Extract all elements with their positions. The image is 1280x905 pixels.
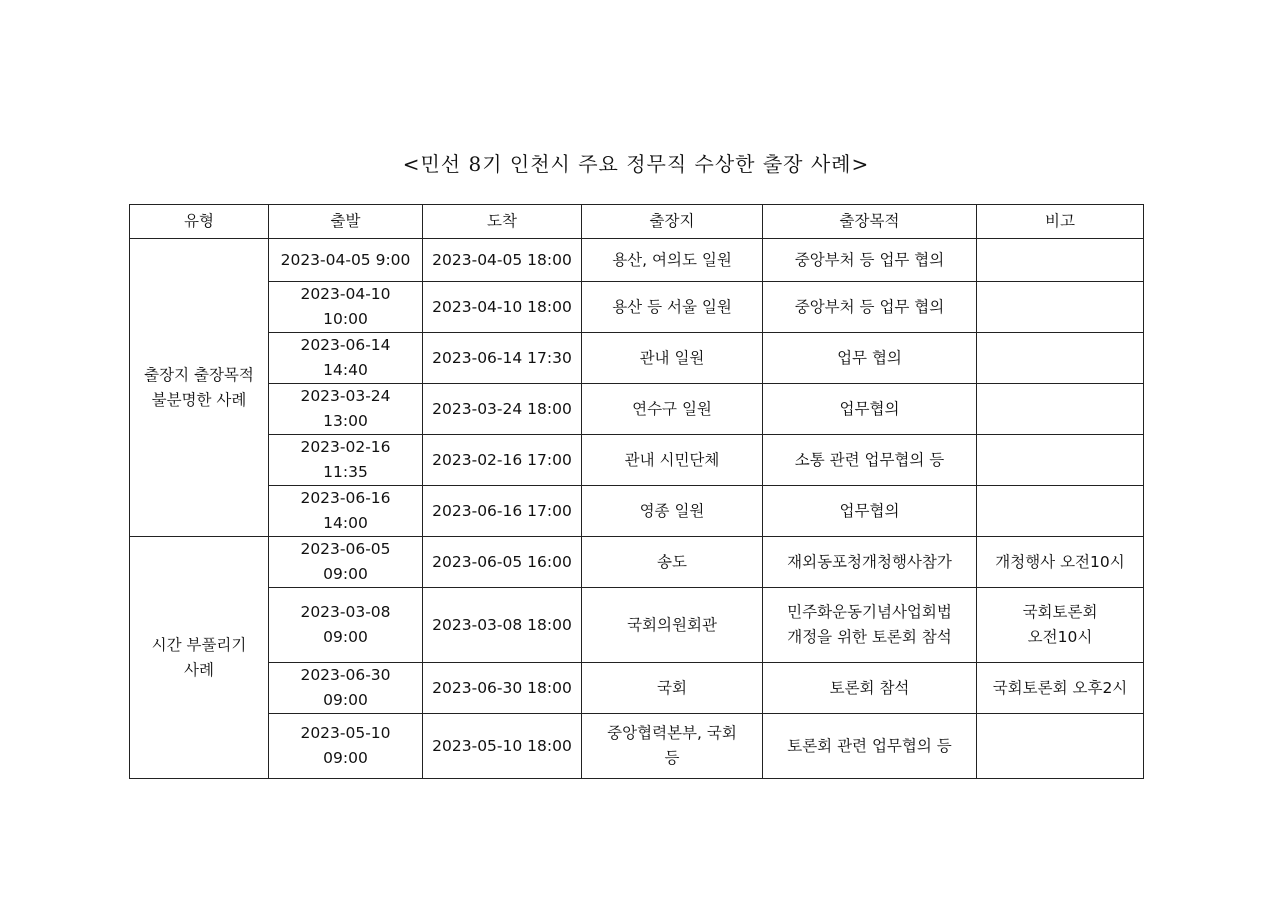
depart-cell xyxy=(269,333,423,384)
cell-line: 국회토론회 xyxy=(1022,603,1098,621)
arrive-cell xyxy=(423,384,582,435)
note-cell xyxy=(977,537,1144,588)
table-row xyxy=(130,435,1144,486)
destination-cell xyxy=(582,714,763,779)
cell-line: 10:00 xyxy=(323,310,368,328)
note-cell xyxy=(977,714,1144,779)
cell-line: 민주화운동기념사업회법 xyxy=(787,603,952,621)
cell-line: 2023-03-08 xyxy=(300,603,391,621)
type-cell xyxy=(130,537,269,779)
cell-line: 국회의원회관 xyxy=(627,615,717,634)
depart-cell xyxy=(269,663,423,714)
depart-cell xyxy=(269,537,423,588)
depart-cell xyxy=(269,435,423,486)
arrive-cell xyxy=(423,239,582,282)
cell-line: 중앙부처 등 업무 협의 xyxy=(794,297,945,316)
note-cell xyxy=(977,239,1144,282)
cell-line: 사례 xyxy=(184,660,214,679)
cell-line: 관내 시민단체 xyxy=(624,450,720,469)
column-header-note: 비고 xyxy=(977,205,1144,239)
cell-line: 09:00 xyxy=(323,749,368,767)
destination-cell xyxy=(582,282,763,333)
cell-line: 영종 일원 xyxy=(639,501,705,520)
column-header-destination: 출장지 xyxy=(582,205,763,239)
arrive-cell xyxy=(423,714,582,779)
note-cell xyxy=(977,282,1144,333)
cell-line: 토론회 참석 xyxy=(829,678,910,697)
cell-line: 등 xyxy=(664,749,680,767)
cell-line: 2023-03-24 18:00 xyxy=(432,399,572,418)
arrive-cell xyxy=(423,435,582,486)
destination-cell xyxy=(582,588,763,663)
cell-line: 11:35 xyxy=(323,463,368,481)
page-title: <민선 8기 인천시 주요 정무직 수상한 출장 사례> xyxy=(402,152,870,176)
table-row xyxy=(130,239,1144,282)
cell-line: 출장지 출장목적 xyxy=(144,365,254,384)
cell-line: 2023-05-10 18:00 xyxy=(432,736,572,755)
purpose-cell xyxy=(763,486,977,537)
cell-line: 2023-06-16 17:00 xyxy=(432,501,572,520)
cell-line: 2023-06-14 xyxy=(300,336,391,354)
table-row xyxy=(130,486,1144,537)
cell-line: 국회 xyxy=(657,678,687,697)
depart-cell xyxy=(269,486,423,537)
note-cell xyxy=(977,333,1144,384)
column-header-type: 유형 xyxy=(130,205,269,239)
cell-line: 2023-06-16 xyxy=(300,489,391,507)
purpose-cell xyxy=(763,663,977,714)
cell-line: 13:00 xyxy=(323,412,368,430)
cell-line: 용산 등 서울 일원 xyxy=(612,297,732,316)
purpose-cell xyxy=(763,333,977,384)
destination-cell xyxy=(582,486,763,537)
table-row xyxy=(130,537,1144,588)
cell-line: 개정을 위한 토론회 참석 xyxy=(787,628,952,646)
table-row xyxy=(130,282,1144,333)
cell-line: 국회토론회 오후2시 xyxy=(992,678,1128,697)
note-cell xyxy=(977,486,1144,537)
destination-cell xyxy=(582,435,763,486)
cell-line: 2023-04-05 9:00 xyxy=(280,250,411,269)
purpose-cell xyxy=(763,435,977,486)
note-cell xyxy=(977,435,1144,486)
table-row xyxy=(130,714,1144,779)
purpose-cell xyxy=(763,714,977,779)
arrive-cell xyxy=(423,333,582,384)
column-header-purpose: 출장목적 xyxy=(763,205,977,239)
table-row xyxy=(130,333,1144,384)
cell-line: 오전10시 xyxy=(1027,628,1093,646)
cell-line: 2023-06-30 18:00 xyxy=(432,678,572,697)
depart-cell xyxy=(269,282,423,333)
cell-line: 중앙부처 등 업무 협의 xyxy=(794,250,945,269)
arrive-cell xyxy=(423,282,582,333)
destination-cell xyxy=(582,333,763,384)
column-header-depart: 출발 xyxy=(269,205,423,239)
table-row xyxy=(130,384,1144,435)
cell-line: 업무협의 xyxy=(839,399,900,418)
cell-line: 2023-06-30 xyxy=(300,666,391,684)
depart-cell xyxy=(269,588,423,663)
cell-line: 2023-04-10 18:00 xyxy=(432,297,572,316)
cell-line: 2023-02-16 xyxy=(300,438,391,456)
depart-cell xyxy=(269,714,423,779)
table-row xyxy=(130,588,1144,663)
business-trip-table xyxy=(129,204,1144,779)
cell-line: 시간 부풀리기 xyxy=(151,635,247,654)
cell-line: 14:40 xyxy=(323,361,368,379)
cell-line: 불분명한 사례 xyxy=(151,390,247,409)
cell-line: 업무 협의 xyxy=(837,348,902,367)
cell-line: 중앙협력본부, 국회 xyxy=(607,724,737,742)
cell-line: 09:00 xyxy=(323,565,368,583)
cell-line: 2023-04-05 18:00 xyxy=(432,250,572,269)
cell-line: 연수구 일원 xyxy=(632,399,712,418)
cell-line: 개청행사 오전10시 xyxy=(995,552,1125,571)
note-cell xyxy=(977,663,1144,714)
depart-cell xyxy=(269,384,423,435)
cell-line: 09:00 xyxy=(323,691,368,709)
cell-line: 송도 xyxy=(657,552,687,571)
purpose-cell xyxy=(763,537,977,588)
destination-cell xyxy=(582,384,763,435)
note-cell xyxy=(977,384,1144,435)
cell-line: 업무협의 xyxy=(839,501,900,520)
cell-line: 소통 관련 업무협의 등 xyxy=(794,450,945,469)
arrive-cell xyxy=(423,486,582,537)
cell-line: 2023-06-05 16:00 xyxy=(432,552,572,571)
table-body xyxy=(130,239,1144,779)
cell-line: 용산, 여의도 일원 xyxy=(612,250,732,269)
cell-line: 09:00 xyxy=(323,628,368,646)
purpose-cell xyxy=(763,239,977,282)
note-cell xyxy=(977,588,1144,663)
cell-line: 14:00 xyxy=(323,514,368,532)
cell-line: 2023-05-10 xyxy=(300,724,391,742)
depart-cell xyxy=(269,239,423,282)
destination-cell xyxy=(582,537,763,588)
type-cell xyxy=(130,239,269,537)
arrive-cell xyxy=(423,588,582,663)
cell-line: 2023-02-16 17:00 xyxy=(432,450,572,469)
purpose-cell xyxy=(763,282,977,333)
cell-line: 2023-06-05 xyxy=(300,540,391,558)
destination-cell xyxy=(582,239,763,282)
arrive-cell xyxy=(423,537,582,588)
purpose-cell xyxy=(763,384,977,435)
cell-line: 토론회 관련 업무협의 등 xyxy=(787,736,952,755)
column-header-arrive: 도착 xyxy=(423,205,582,239)
cell-line: 2023-06-14 17:30 xyxy=(432,348,572,367)
arrive-cell xyxy=(423,663,582,714)
cell-line: 관내 일원 xyxy=(639,348,705,367)
cell-line: 재외동포청개청행사참가 xyxy=(787,552,952,571)
table-header-row xyxy=(130,205,1144,239)
cell-line: 2023-03-08 18:00 xyxy=(432,615,572,634)
cell-line: 2023-04-10 xyxy=(300,285,391,303)
purpose-cell xyxy=(763,588,977,663)
destination-cell xyxy=(582,663,763,714)
cell-line: 2023-03-24 xyxy=(300,387,391,405)
table-row xyxy=(130,663,1144,714)
